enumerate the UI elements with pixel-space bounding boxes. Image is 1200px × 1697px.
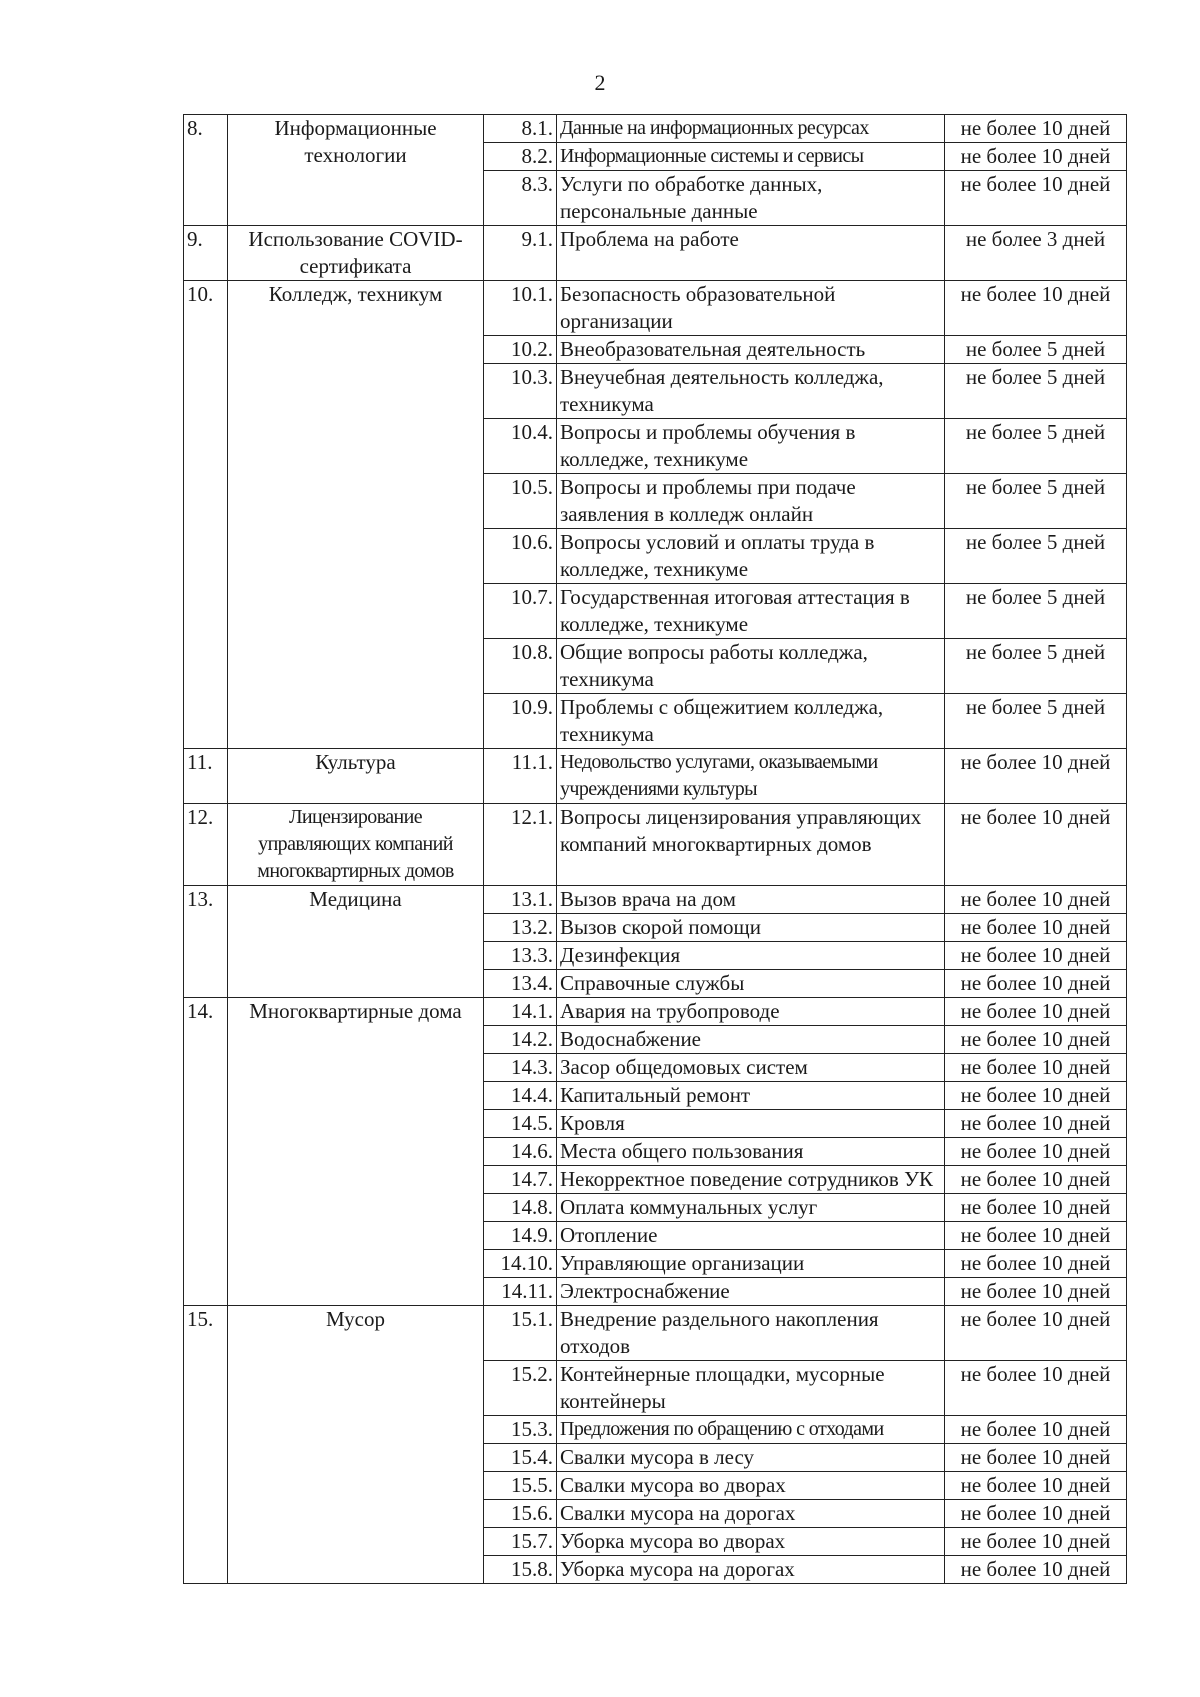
subsection-topic: Справочные службы: [557, 970, 945, 998]
subsection-topic: Данные на информационных ресурсах: [557, 115, 945, 143]
subsection-number: 10.1.: [484, 281, 557, 336]
subsection-topic: Вопросы лицензирования управляющих компаний многоквартирных домов: [557, 804, 945, 886]
subsection-number: 15.6.: [484, 1500, 557, 1528]
table-row: [184, 886, 1127, 914]
subsection-topic: Внедрение раздельного накопления отходов: [557, 1306, 945, 1361]
response-term: не более 10 дней: [945, 1222, 1127, 1250]
response-term: не более 10 дней: [945, 749, 1127, 804]
subsection-topic: Контейнерные площадки, мусорные контейнеры: [557, 1361, 945, 1416]
subsection-number: 13.3.: [484, 942, 557, 970]
section-topic: Лицензирование управляющих компаний многоквартирных домов: [228, 804, 484, 886]
response-term: не более 10 дней: [945, 171, 1127, 226]
subsection-number: 13.2.: [484, 914, 557, 942]
subsection-topic: Авария на трубопроводе: [557, 998, 945, 1026]
response-term: не более 10 дней: [945, 1250, 1127, 1278]
subsection-number: 10.9.: [484, 694, 557, 749]
subsection-number: 14.2.: [484, 1026, 557, 1054]
response-term: не более 10 дней: [945, 1026, 1127, 1054]
subsection-number: 15.7.: [484, 1528, 557, 1556]
response-term: не более 3 дней: [945, 226, 1127, 281]
table-row: [184, 749, 1127, 804]
subsection-topic: Вызов скорой помощи: [557, 914, 945, 942]
response-term: не более 10 дней: [945, 804, 1127, 886]
response-term: не более 5 дней: [945, 364, 1127, 419]
subsection-topic: Управляющие организации: [557, 1250, 945, 1278]
subsection-topic: Свалки мусора во дворах: [557, 1472, 945, 1500]
subsection-number: 10.3.: [484, 364, 557, 419]
section-topic: Информационные технологии: [228, 115, 484, 226]
section-number: 14.: [184, 998, 228, 1306]
subsection-number: 14.11.: [484, 1278, 557, 1306]
response-term: не более 10 дней: [945, 914, 1127, 942]
section-topic: Медицина: [228, 886, 484, 998]
response-term: не более 5 дней: [945, 336, 1127, 364]
section-number: 11.: [184, 749, 228, 804]
response-term: не более 5 дней: [945, 639, 1127, 694]
response-term: не более 10 дней: [945, 942, 1127, 970]
subsection-number: 11.1.: [484, 749, 557, 804]
subsection-topic: Уборка мусора на дорогах: [557, 1556, 945, 1584]
subsection-number: 14.4.: [484, 1082, 557, 1110]
subsection-topic: Водоснабжение: [557, 1026, 945, 1054]
table-row: [184, 115, 1127, 143]
subsection-topic: Безопасность образовательной организации: [557, 281, 945, 336]
subsection-number: 9.1.: [484, 226, 557, 281]
section-topic: Колледж, техникум: [228, 281, 484, 749]
response-term: не более 10 дней: [945, 281, 1127, 336]
subsection-number: 15.2.: [484, 1361, 557, 1416]
subsection-number: 13.4.: [484, 970, 557, 998]
request-deadlines-table: [183, 114, 1127, 1584]
section-number: 15.: [184, 1306, 228, 1584]
response-term: не более 5 дней: [945, 584, 1127, 639]
subsection-topic: Общие вопросы работы колледжа, техникума: [557, 639, 945, 694]
response-term: не более 10 дней: [945, 1054, 1127, 1082]
section-number: 9.: [184, 226, 228, 281]
subsection-topic: Проблема на работе: [557, 226, 945, 281]
subsection-topic: Недовольство услугами, оказываемыми учреждениями культуры: [557, 749, 945, 804]
subsection-number: 10.4.: [484, 419, 557, 474]
subsection-topic: Уборка мусора во дворах: [557, 1528, 945, 1556]
subsection-number: 14.10.: [484, 1250, 557, 1278]
subsection-topic: Внеобразовательная деятельность: [557, 336, 945, 364]
subsection-number: 14.5.: [484, 1110, 557, 1138]
section-number: 13.: [184, 886, 228, 998]
subsection-topic: Внеучебная деятельность колледжа, техникума: [557, 364, 945, 419]
response-term: не более 10 дней: [945, 1472, 1127, 1500]
subsection-number: 10.8.: [484, 639, 557, 694]
subsection-topic: Оплата коммунальных услуг: [557, 1194, 945, 1222]
section-number: 8.: [184, 115, 228, 226]
subsection-number: 8.1.: [484, 115, 557, 143]
subsection-topic: Засор общедомовых систем: [557, 1054, 945, 1082]
subsection-topic: Государственная итоговая аттестация в колледже, техникуме: [557, 584, 945, 639]
subsection-topic: Вызов врача на дом: [557, 886, 945, 914]
subsection-number: 14.3.: [484, 1054, 557, 1082]
response-term: не более 10 дней: [945, 1416, 1127, 1444]
response-term: не более 5 дней: [945, 474, 1127, 529]
subsection-number: 14.8.: [484, 1194, 557, 1222]
response-term: не более 5 дней: [945, 529, 1127, 584]
response-term: не более 10 дней: [945, 998, 1127, 1026]
response-term: не более 10 дней: [945, 1528, 1127, 1556]
subsection-topic: Свалки мусора в лесу: [557, 1444, 945, 1472]
subsection-topic: Свалки мусора на дорогах: [557, 1500, 945, 1528]
section-number: 12.: [184, 804, 228, 886]
subsection-number: 14.1.: [484, 998, 557, 1026]
subsection-number: 15.5.: [484, 1472, 557, 1500]
response-term: не более 5 дней: [945, 419, 1127, 474]
page-number: 2: [594, 70, 606, 95]
subsection-topic: Информационные системы и сервисы: [557, 143, 945, 171]
response-term: не более 10 дней: [945, 1361, 1127, 1416]
response-term: не более 10 дней: [945, 1110, 1127, 1138]
response-term: не более 10 дней: [945, 115, 1127, 143]
subsection-topic: Вопросы и проблемы при подаче заявления в колледж онлайн: [557, 474, 945, 529]
subsection-topic: Проблемы с общежитием колледжа, техникума: [557, 694, 945, 749]
subsection-number: 8.2.: [484, 143, 557, 171]
subsection-number: 10.2.: [484, 336, 557, 364]
response-term: не более 10 дней: [945, 1194, 1127, 1222]
response-term: не более 10 дней: [945, 886, 1127, 914]
table-row: [184, 226, 1127, 281]
subsection-number: 15.1.: [484, 1306, 557, 1361]
table-row: [184, 1306, 1127, 1361]
response-term: не более 10 дней: [945, 1278, 1127, 1306]
subsection-topic: Вопросы условий и оплаты труда в колледже, техникуме: [557, 529, 945, 584]
subsection-topic: Кровля: [557, 1110, 945, 1138]
table-row: [184, 998, 1127, 1026]
subsection-number: 14.9.: [484, 1222, 557, 1250]
response-term: не более 10 дней: [945, 143, 1127, 171]
subsection-topic: Некорректное поведение сотрудников УК: [557, 1166, 945, 1194]
subsection-number: 15.4.: [484, 1444, 557, 1472]
table-row: [184, 804, 1127, 886]
response-term: не более 10 дней: [945, 1138, 1127, 1166]
subsection-topic: Предложения по обращению с отходами: [557, 1416, 945, 1444]
subsection-topic: Отопление: [557, 1222, 945, 1250]
subsection-number: 15.8.: [484, 1556, 557, 1584]
response-term: не более 10 дней: [945, 1444, 1127, 1472]
subsection-topic: Услуги по обработке данных, персональные данные: [557, 171, 945, 226]
subsection-number: 10.7.: [484, 584, 557, 639]
table-body: [184, 115, 1127, 1584]
subsection-number: 8.3.: [484, 171, 557, 226]
response-term: не более 10 дней: [945, 1556, 1127, 1584]
subsection-number: 15.3.: [484, 1416, 557, 1444]
subsection-number: 13.1.: [484, 886, 557, 914]
response-term: не более 10 дней: [945, 1306, 1127, 1361]
subsection-topic: Вопросы и проблемы обучения в колледже, техникуме: [557, 419, 945, 474]
subsection-topic: Капитальный ремонт: [557, 1082, 945, 1110]
section-number: 10.: [184, 281, 228, 749]
response-term: не более 5 дней: [945, 694, 1127, 749]
subsection-topic: Электроснабжение: [557, 1278, 945, 1306]
subsection-number: 10.5.: [484, 474, 557, 529]
response-term: не более 10 дней: [945, 1082, 1127, 1110]
subsection-topic: Места общего пользования: [557, 1138, 945, 1166]
section-topic: Использование COVID-сертификата: [228, 226, 484, 281]
section-topic: Мусор: [228, 1306, 484, 1584]
section-topic: Многоквартирные дома: [228, 998, 484, 1306]
subsection-number: 10.6.: [484, 529, 557, 584]
response-term: не более 10 дней: [945, 1166, 1127, 1194]
section-topic: Культура: [228, 749, 484, 804]
response-term: не более 10 дней: [945, 970, 1127, 998]
response-term: не более 10 дней: [945, 1500, 1127, 1528]
subsection-number: 14.7.: [484, 1166, 557, 1194]
subsection-number: 12.1.: [484, 804, 557, 886]
subsection-number: 14.6.: [484, 1138, 557, 1166]
subsection-topic: Дезинфекция: [557, 942, 945, 970]
table-row: [184, 281, 1127, 336]
